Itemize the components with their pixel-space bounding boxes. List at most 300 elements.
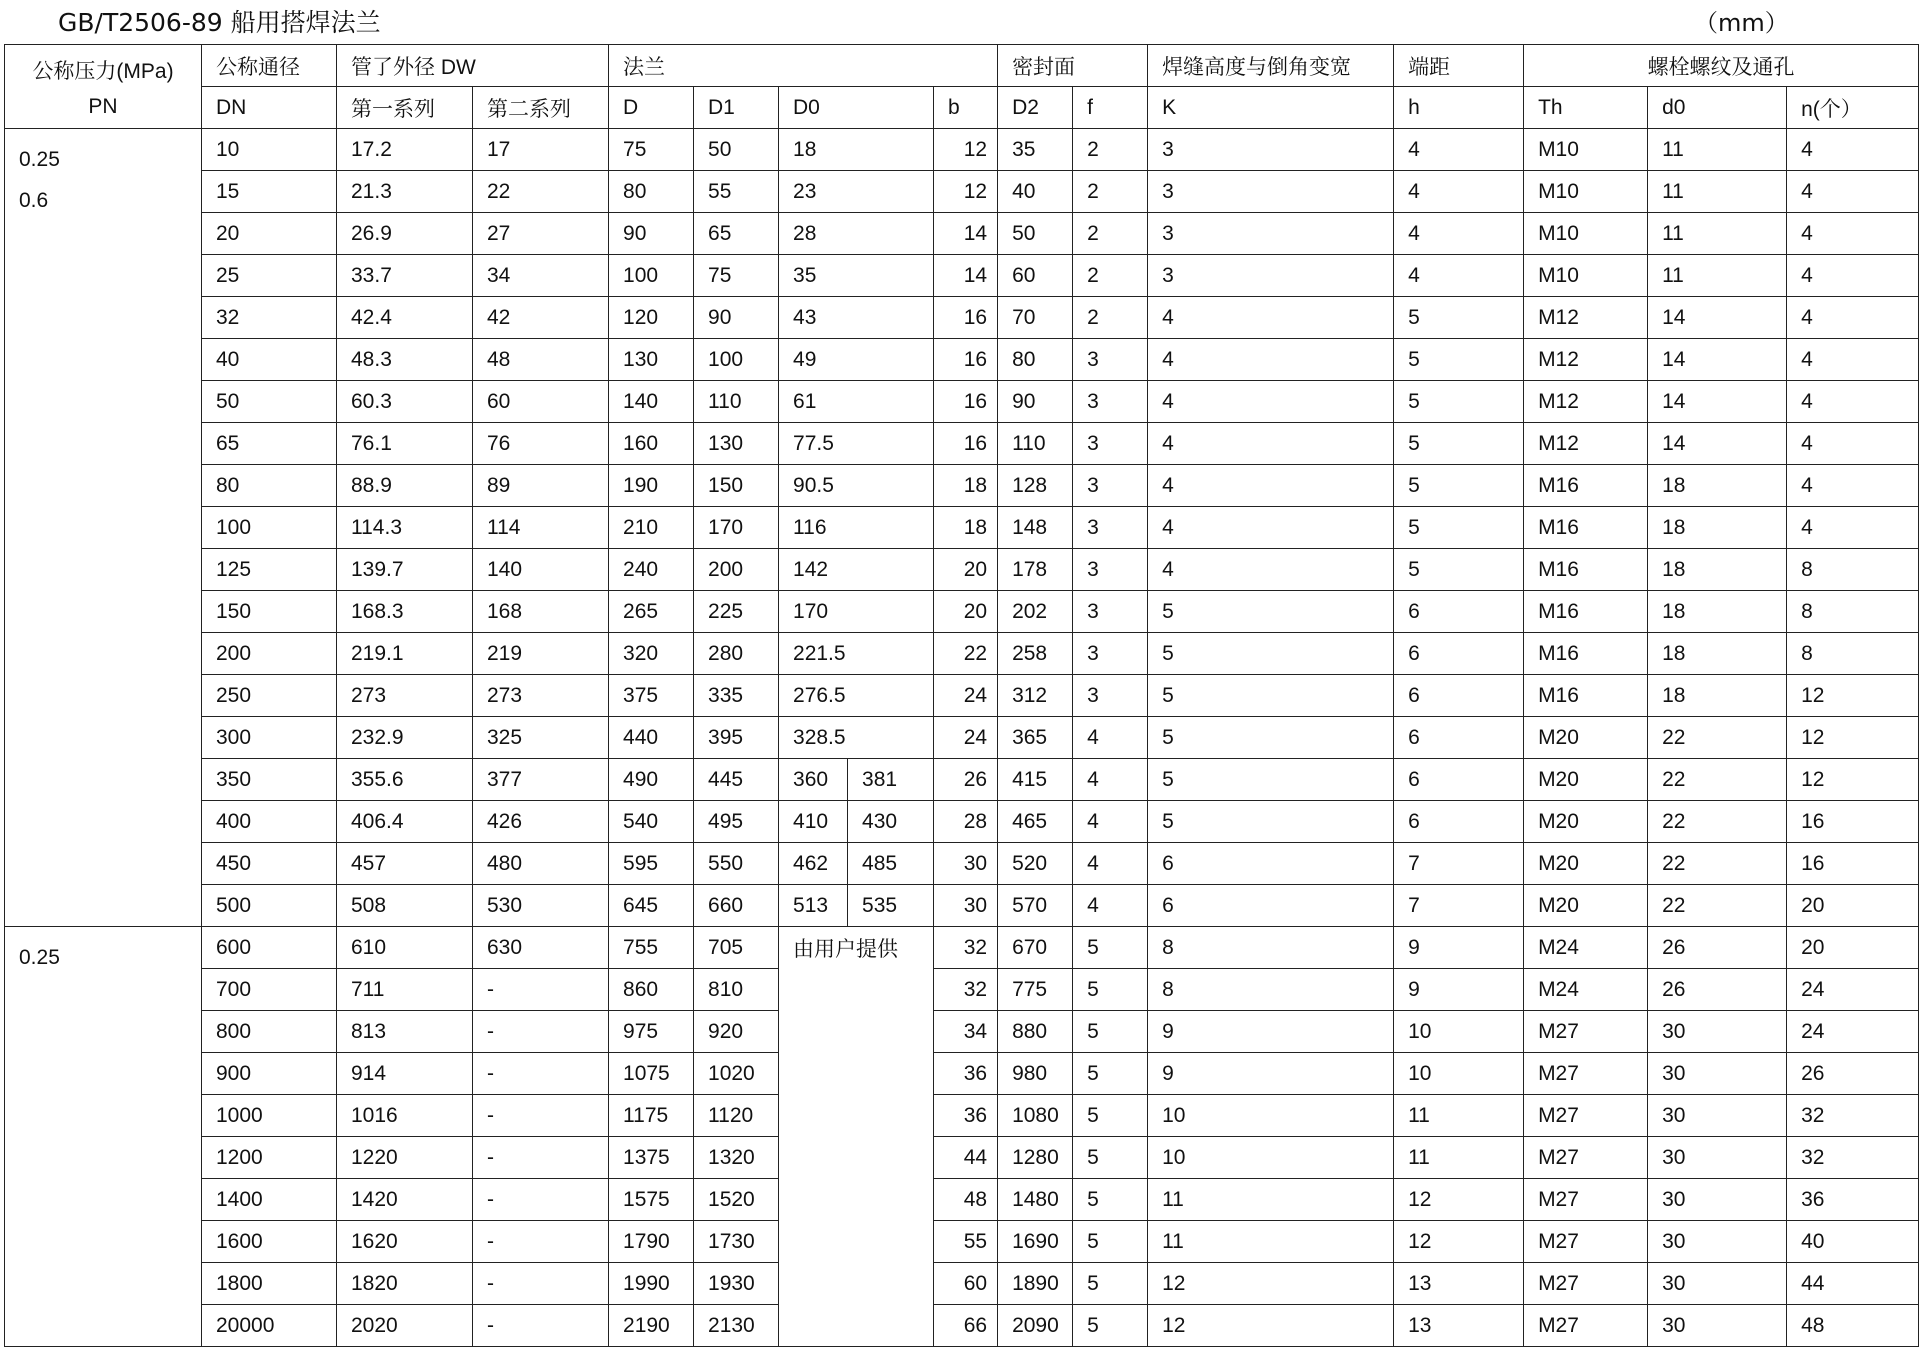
- cell-D0: 43: [779, 297, 934, 339]
- cell-n: 4: [1787, 129, 1919, 171]
- cell-series1: 21.3: [337, 171, 473, 213]
- cell-K: 4: [1148, 507, 1394, 549]
- cell-K: 5: [1148, 801, 1394, 843]
- header-D0: D0: [779, 87, 934, 129]
- cell-D0: 116: [779, 507, 934, 549]
- cell-D1: 395: [694, 717, 779, 759]
- header-row-1: [5, 45, 1919, 87]
- table-row: [5, 381, 1919, 423]
- cell-D0: 410: [779, 801, 848, 843]
- table-row: [5, 255, 1919, 297]
- header-pipe-od: 管了外径 DW: [337, 45, 609, 87]
- cell-D1: 495: [694, 801, 779, 843]
- cell-D1: 225: [694, 591, 779, 633]
- table-row: [5, 465, 1919, 507]
- cell-f: 4: [1073, 801, 1148, 843]
- cell-series1: 406.4: [337, 801, 473, 843]
- cell-D1: 90: [694, 297, 779, 339]
- cell-h: 13: [1394, 1305, 1524, 1347]
- cell-b: 66: [934, 1305, 998, 1347]
- cell-h: 10: [1394, 1053, 1524, 1095]
- header-f: f: [1073, 87, 1148, 129]
- cell-series2: 60: [473, 381, 609, 423]
- cell-dn: 40: [202, 339, 337, 381]
- cell-n: 4: [1787, 507, 1919, 549]
- cell-Th: M10: [1524, 213, 1648, 255]
- cell-D0-user-supplied: 由用户提供: [779, 927, 934, 1347]
- cell-D1: 335: [694, 675, 779, 717]
- cell-Th: M27: [1524, 1095, 1648, 1137]
- cell-n: 4: [1787, 381, 1919, 423]
- cell-D1: 810: [694, 969, 779, 1011]
- cell-series2: 27: [473, 213, 609, 255]
- cell-series2: 76: [473, 423, 609, 465]
- cell-series1: 1620: [337, 1221, 473, 1263]
- cell-D: 130: [609, 339, 694, 381]
- cell-d0: 11: [1648, 171, 1787, 213]
- cell-f: 5: [1073, 969, 1148, 1011]
- cell-f: 5: [1073, 1011, 1148, 1053]
- cell-h: 5: [1394, 381, 1524, 423]
- cell-series2: 480: [473, 843, 609, 885]
- cell-D0: 513: [779, 885, 848, 927]
- cell-D2: 670: [998, 927, 1073, 969]
- cell-b: 48: [934, 1179, 998, 1221]
- cell-n: 20: [1787, 927, 1919, 969]
- cell-Th: M10: [1524, 171, 1648, 213]
- cell-f: 2: [1073, 129, 1148, 171]
- cell-D2: 148: [998, 507, 1073, 549]
- cell-D0: 77.5: [779, 423, 934, 465]
- cell-series2: 426: [473, 801, 609, 843]
- cell-D2: 312: [998, 675, 1073, 717]
- cell-series1: 914: [337, 1053, 473, 1095]
- cell-series1: 168.3: [337, 591, 473, 633]
- cell-K: 4: [1148, 339, 1394, 381]
- cell-d0: 11: [1648, 213, 1787, 255]
- cell-n: 32: [1787, 1095, 1919, 1137]
- cell-h: 4: [1394, 171, 1524, 213]
- cell-series2: 140: [473, 549, 609, 591]
- cell-d0: 18: [1648, 549, 1787, 591]
- cell-f: 5: [1073, 1263, 1148, 1305]
- cell-h: 9: [1394, 969, 1524, 1011]
- cell-D: 210: [609, 507, 694, 549]
- cell-D1: 705: [694, 927, 779, 969]
- cell-Th: M20: [1524, 759, 1648, 801]
- cell-D: 75: [609, 129, 694, 171]
- cell-series2: -: [473, 1221, 609, 1263]
- table-row: [5, 759, 1919, 801]
- table-row: [5, 591, 1919, 633]
- cell-f: 4: [1073, 885, 1148, 927]
- cell-Th: M16: [1524, 633, 1648, 675]
- table-row: [5, 927, 1919, 969]
- cell-Th: M16: [1524, 675, 1648, 717]
- cell-K: 5: [1148, 759, 1394, 801]
- cell-series2: -: [473, 1179, 609, 1221]
- cell-Th: M12: [1524, 297, 1648, 339]
- header-h: h: [1394, 87, 1524, 129]
- cell-f: 3: [1073, 549, 1148, 591]
- cell-d0: 22: [1648, 717, 1787, 759]
- header-series2: 第二系列: [473, 87, 609, 129]
- cell-b: 22: [934, 633, 998, 675]
- cell-dn: 450: [202, 843, 337, 885]
- cell-d0: 30: [1648, 1011, 1787, 1053]
- cell-D2: 202: [998, 591, 1073, 633]
- cell-K: 9: [1148, 1011, 1394, 1053]
- cell-f: 3: [1073, 633, 1148, 675]
- cell-D2: 570: [998, 885, 1073, 927]
- cell-dn: 20: [202, 213, 337, 255]
- cell-K: 4: [1148, 423, 1394, 465]
- table-row: [5, 1305, 1919, 1347]
- cell-Th: M27: [1524, 1179, 1648, 1221]
- flange-table: [4, 44, 1919, 1347]
- header-K: K: [1148, 87, 1394, 129]
- cell-b: 24: [934, 717, 998, 759]
- cell-D1: 1730: [694, 1221, 779, 1263]
- cell-series1: 1820: [337, 1263, 473, 1305]
- cell-D2: 128: [998, 465, 1073, 507]
- cell-D: 375: [609, 675, 694, 717]
- cell-d0: 30: [1648, 1095, 1787, 1137]
- cell-b: 16: [934, 297, 998, 339]
- cell-d0: 22: [1648, 885, 1787, 927]
- header-series1: 第一系列: [337, 87, 473, 129]
- cell-D1: 1520: [694, 1179, 779, 1221]
- cell-series1: 508: [337, 885, 473, 927]
- cell-h: 5: [1394, 507, 1524, 549]
- table-row: [5, 339, 1919, 381]
- cell-dn: 1200: [202, 1137, 337, 1179]
- cell-n: 16: [1787, 801, 1919, 843]
- table-row: [5, 1011, 1919, 1053]
- cell-b: 14: [934, 255, 998, 297]
- header-n: n(个）: [1787, 87, 1919, 129]
- cell-d0: 14: [1648, 381, 1787, 423]
- cell-D1: 280: [694, 633, 779, 675]
- cell-n: 4: [1787, 423, 1919, 465]
- cell-series1: 114.3: [337, 507, 473, 549]
- cell-series2: 273: [473, 675, 609, 717]
- cell-series2: -: [473, 1305, 609, 1347]
- cell-n: 12: [1787, 675, 1919, 717]
- cell-D2: 980: [998, 1053, 1073, 1095]
- table-row: [5, 1263, 1919, 1305]
- cell-D: 240: [609, 549, 694, 591]
- cell-n: 12: [1787, 717, 1919, 759]
- cell-b: 55: [934, 1221, 998, 1263]
- cell-D0: 142: [779, 549, 934, 591]
- cell-b: 44: [934, 1137, 998, 1179]
- cell-D: 490: [609, 759, 694, 801]
- cell-dn: 1400: [202, 1179, 337, 1221]
- cell-series2: 377: [473, 759, 609, 801]
- cell-D: 90: [609, 213, 694, 255]
- table-row: [5, 1137, 1919, 1179]
- cell-dn: 1800: [202, 1263, 337, 1305]
- cell-series2: -: [473, 1137, 609, 1179]
- cell-K: 4: [1148, 297, 1394, 339]
- cell-b: 14: [934, 213, 998, 255]
- cell-D: 1575: [609, 1179, 694, 1221]
- header-dn-name: 公称通径: [202, 45, 337, 87]
- cell-dn: 600: [202, 927, 337, 969]
- cell-dn: 400: [202, 801, 337, 843]
- cell-K: 4: [1148, 381, 1394, 423]
- cell-h: 9: [1394, 927, 1524, 969]
- cell-D: 1075: [609, 1053, 694, 1095]
- cell-n: 8: [1787, 591, 1919, 633]
- cell-series1: 273: [337, 675, 473, 717]
- cell-D2: 1080: [998, 1095, 1073, 1137]
- cell-D2: 520: [998, 843, 1073, 885]
- cell-D0: 462: [779, 843, 848, 885]
- cell-dn: 1600: [202, 1221, 337, 1263]
- cell-Th: M27: [1524, 1305, 1648, 1347]
- cell-D0-alt: 485: [848, 843, 934, 885]
- cell-n: 24: [1787, 1011, 1919, 1053]
- cell-d0: 30: [1648, 1137, 1787, 1179]
- cell-dn: 65: [202, 423, 337, 465]
- cell-K: 11: [1148, 1221, 1394, 1263]
- cell-K: 9: [1148, 1053, 1394, 1095]
- cell-h: 6: [1394, 717, 1524, 759]
- cell-d0: 30: [1648, 1263, 1787, 1305]
- cell-h: 5: [1394, 465, 1524, 507]
- table-row: [5, 171, 1919, 213]
- cell-d0: 18: [1648, 633, 1787, 675]
- cell-b: 26: [934, 759, 998, 801]
- header-D: D: [609, 87, 694, 129]
- cell-d0: 14: [1648, 339, 1787, 381]
- cell-series1: 610: [337, 927, 473, 969]
- cell-f: 2: [1073, 297, 1148, 339]
- cell-K: 8: [1148, 927, 1394, 969]
- cell-f: 5: [1073, 1095, 1148, 1137]
- cell-D: 975: [609, 1011, 694, 1053]
- cell-D: 1990: [609, 1263, 694, 1305]
- cell-series2: -: [473, 1263, 609, 1305]
- cell-dn: 250: [202, 675, 337, 717]
- cell-n: 40: [1787, 1221, 1919, 1263]
- table-row: [5, 801, 1919, 843]
- cell-dn: 700: [202, 969, 337, 1011]
- cell-D2: 40: [998, 171, 1073, 213]
- cell-h: 12: [1394, 1179, 1524, 1221]
- cell-D2: 35: [998, 129, 1073, 171]
- cell-dn: 32: [202, 297, 337, 339]
- pn-group-2: [5, 927, 202, 1347]
- cell-b: 30: [934, 885, 998, 927]
- cell-dn: 10: [202, 129, 337, 171]
- cell-K: 12: [1148, 1305, 1394, 1347]
- cell-series2: 22: [473, 171, 609, 213]
- table-row: [5, 507, 1919, 549]
- cell-dn: 200: [202, 633, 337, 675]
- table-row: [5, 1095, 1919, 1137]
- table-row: [5, 969, 1919, 1011]
- cell-f: 5: [1073, 1137, 1148, 1179]
- cell-d0: 11: [1648, 255, 1787, 297]
- cell-n: 8: [1787, 549, 1919, 591]
- cell-D1: 55: [694, 171, 779, 213]
- cell-dn: 350: [202, 759, 337, 801]
- table-row: [5, 129, 1919, 171]
- cell-h: 6: [1394, 591, 1524, 633]
- cell-K: 8: [1148, 969, 1394, 1011]
- cell-b: 12: [934, 129, 998, 171]
- cell-K: 12: [1148, 1263, 1394, 1305]
- cell-h: 12: [1394, 1221, 1524, 1263]
- cell-D2: 1690: [998, 1221, 1073, 1263]
- cell-series1: 48.3: [337, 339, 473, 381]
- cell-dn: 15: [202, 171, 337, 213]
- cell-d0: 18: [1648, 591, 1787, 633]
- cell-b: 16: [934, 339, 998, 381]
- cell-D2: 1480: [998, 1179, 1073, 1221]
- cell-series1: 219.1: [337, 633, 473, 675]
- header-b: b: [934, 87, 998, 129]
- cell-series2: -: [473, 969, 609, 1011]
- cell-K: 11: [1148, 1179, 1394, 1221]
- cell-D2: 775: [998, 969, 1073, 1011]
- cell-dn: 50: [202, 381, 337, 423]
- cell-n: 4: [1787, 213, 1919, 255]
- document-title: GB/T2506-89 船用搭焊法兰: [58, 8, 381, 37]
- cell-n: 44: [1787, 1263, 1919, 1305]
- table-row: [5, 297, 1919, 339]
- cell-f: 3: [1073, 339, 1148, 381]
- cell-D1: 75: [694, 255, 779, 297]
- cell-D0-alt: 381: [848, 759, 934, 801]
- cell-Th: M12: [1524, 423, 1648, 465]
- cell-Th: M24: [1524, 969, 1648, 1011]
- header-Th: Th: [1524, 87, 1648, 129]
- cell-Th: M20: [1524, 885, 1648, 927]
- header-pn-name: 公称压力(MPa): [32, 59, 174, 83]
- header-pn-symbol: PN: [88, 94, 118, 118]
- cell-series1: 88.9: [337, 465, 473, 507]
- unit-label: （mm）: [1694, 9, 1789, 37]
- header-row-2: [5, 87, 1919, 129]
- cell-n: 4: [1787, 339, 1919, 381]
- cell-D0: 18: [779, 129, 934, 171]
- cell-n: 32: [1787, 1137, 1919, 1179]
- cell-K: 3: [1148, 255, 1394, 297]
- cell-D2: 110: [998, 423, 1073, 465]
- cell-D: 140: [609, 381, 694, 423]
- cell-D: 100: [609, 255, 694, 297]
- cell-f: 5: [1073, 1221, 1148, 1263]
- cell-D2: 415: [998, 759, 1073, 801]
- cell-f: 3: [1073, 423, 1148, 465]
- cell-n: 12: [1787, 759, 1919, 801]
- cell-f: 4: [1073, 759, 1148, 801]
- cell-D1: 50: [694, 129, 779, 171]
- cell-D0: 170: [779, 591, 934, 633]
- cell-K: 6: [1148, 885, 1394, 927]
- cell-b: 28: [934, 801, 998, 843]
- cell-K: 5: [1148, 675, 1394, 717]
- cell-series1: 355.6: [337, 759, 473, 801]
- cell-series1: 457: [337, 843, 473, 885]
- cell-D: 1375: [609, 1137, 694, 1179]
- cell-d0: 18: [1648, 507, 1787, 549]
- cell-Th: M10: [1524, 129, 1648, 171]
- cell-K: 3: [1148, 213, 1394, 255]
- cell-D1: 1120: [694, 1095, 779, 1137]
- header-pn: [5, 45, 202, 129]
- cell-D0: 23: [779, 171, 934, 213]
- cell-f: 5: [1073, 1053, 1148, 1095]
- cell-series1: 1220: [337, 1137, 473, 1179]
- cell-D2: 50: [998, 213, 1073, 255]
- cell-h: 5: [1394, 423, 1524, 465]
- header-D1: D1: [694, 87, 779, 129]
- cell-series1: 26.9: [337, 213, 473, 255]
- cell-f: 3: [1073, 381, 1148, 423]
- cell-f: 3: [1073, 591, 1148, 633]
- cell-series2: 114: [473, 507, 609, 549]
- cell-D1: 2130: [694, 1305, 779, 1347]
- cell-h: 7: [1394, 885, 1524, 927]
- cell-n: 4: [1787, 465, 1919, 507]
- table-row: [5, 717, 1919, 759]
- cell-D1: 445: [694, 759, 779, 801]
- cell-d0: 26: [1648, 927, 1787, 969]
- cell-f: 5: [1073, 927, 1148, 969]
- cell-D0: 35: [779, 255, 934, 297]
- cell-n: 4: [1787, 297, 1919, 339]
- cell-b: 18: [934, 507, 998, 549]
- cell-dn: 25: [202, 255, 337, 297]
- cell-dn: 100: [202, 507, 337, 549]
- cell-b: 34: [934, 1011, 998, 1053]
- cell-D0: 49: [779, 339, 934, 381]
- cell-dn: 125: [202, 549, 337, 591]
- cell-D: 160: [609, 423, 694, 465]
- cell-dn: 900: [202, 1053, 337, 1095]
- cell-b: 20: [934, 591, 998, 633]
- cell-series2: 219: [473, 633, 609, 675]
- cell-Th: M27: [1524, 1011, 1648, 1053]
- cell-D: 540: [609, 801, 694, 843]
- cell-series1: 42.4: [337, 297, 473, 339]
- cell-d0: 26: [1648, 969, 1787, 1011]
- cell-D0: 360: [779, 759, 848, 801]
- cell-n: 4: [1787, 171, 1919, 213]
- cell-d0: 30: [1648, 1221, 1787, 1263]
- cell-b: 20: [934, 549, 998, 591]
- cell-series1: 17.2: [337, 129, 473, 171]
- table-row: [5, 549, 1919, 591]
- cell-Th: M16: [1524, 549, 1648, 591]
- cell-K: 3: [1148, 129, 1394, 171]
- cell-h: 4: [1394, 213, 1524, 255]
- cell-series2: 48: [473, 339, 609, 381]
- cell-Th: M16: [1524, 591, 1648, 633]
- cell-D: 860: [609, 969, 694, 1011]
- cell-series2: 42: [473, 297, 609, 339]
- cell-D1: 1930: [694, 1263, 779, 1305]
- cell-series1: 33.7: [337, 255, 473, 297]
- cell-D1: 130: [694, 423, 779, 465]
- table-row: [5, 1221, 1919, 1263]
- cell-d0: 18: [1648, 465, 1787, 507]
